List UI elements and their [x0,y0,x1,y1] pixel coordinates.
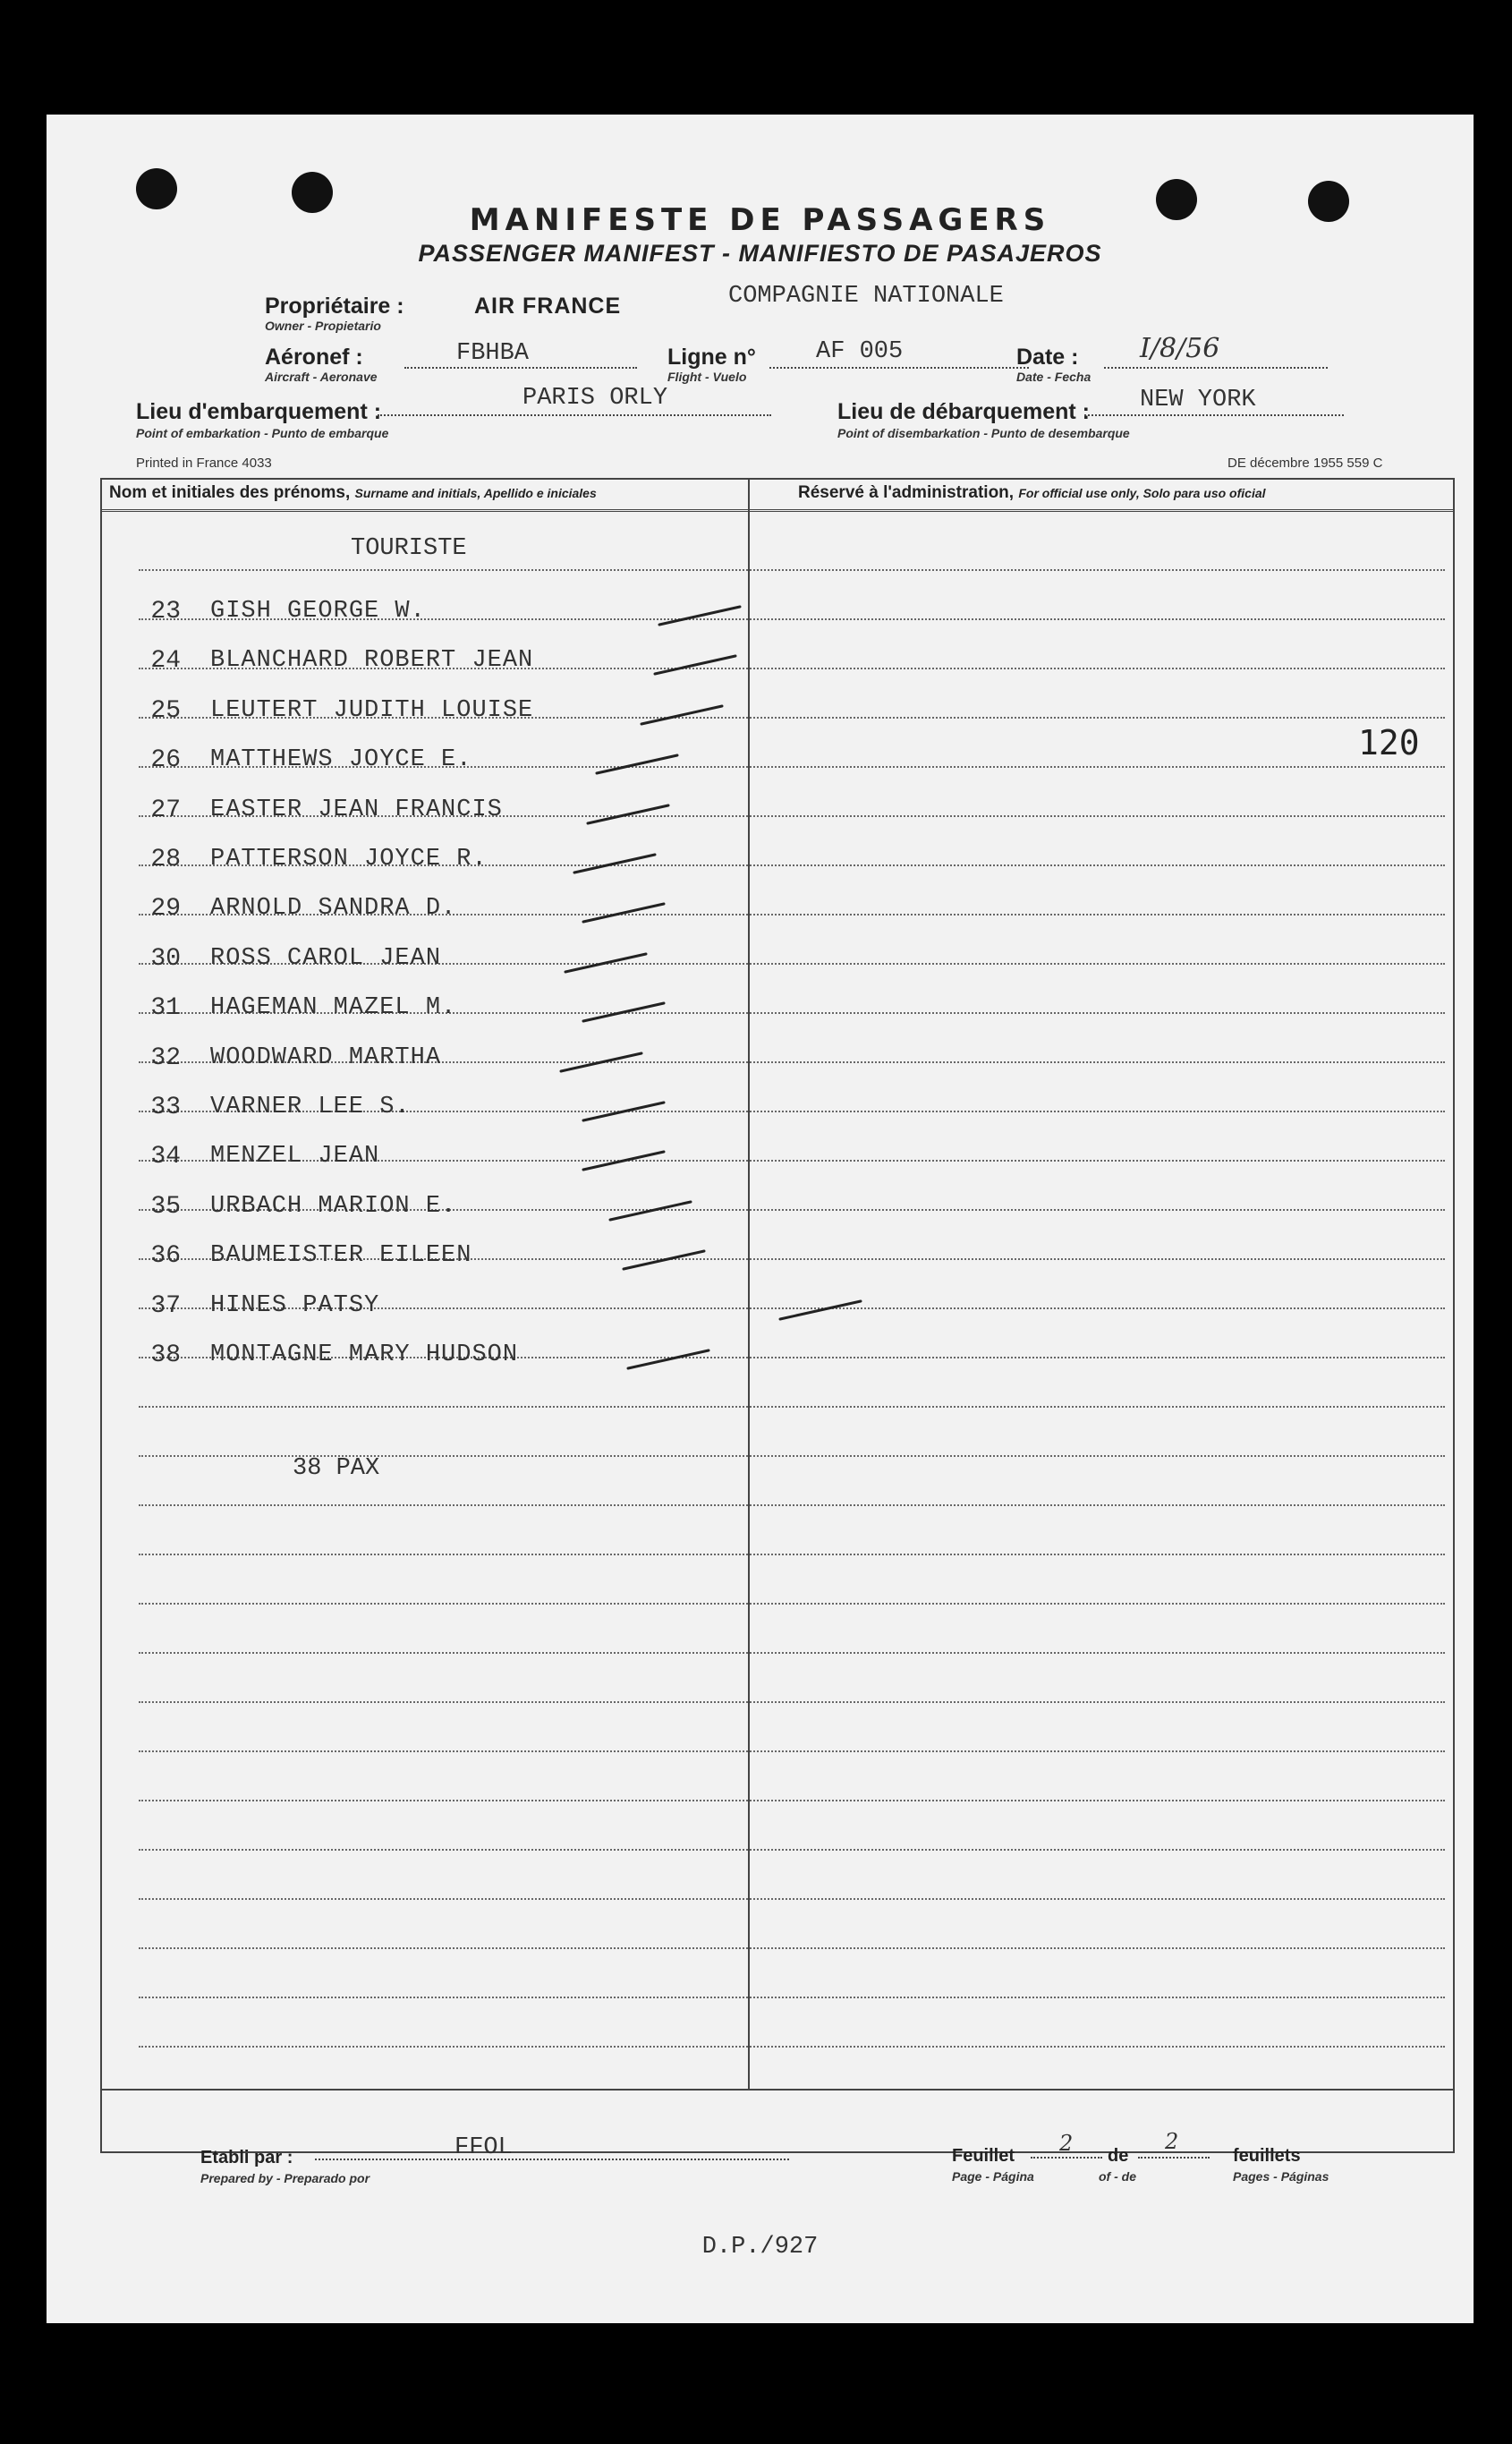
passenger-name: ROSS CAROL JEAN [210,945,442,972]
passenger-name: HINES PATSY [210,1292,380,1319]
of-value: 2 [1165,2129,1179,2154]
disembarkation-sublabel: Point of disembarkation - Punto de desembarque [837,426,1130,440]
passenger-name: PATTERSON JOYCE R. [210,846,488,873]
check-mark [610,1202,691,1220]
aircraft-sublabel: Aircraft - Aeronave [265,370,378,384]
passenger-name: LEUTERT JUDITH LOUISE [210,697,534,724]
passenger-total: 38 PAX [293,1455,380,1482]
sheets-sublabel: Pages - Páginas [1233,2169,1329,2184]
admin-header-fr: Réservé à l'administration, [798,483,1015,502]
passenger-number: 33 [150,1094,181,1121]
date-label: Date : [1016,345,1079,370]
title-english-spanish: PASSENGER MANIFEST - MANIFIESTO DE PASAJEROS [418,240,1102,267]
check-mark [583,1152,664,1170]
of-sublabel: of - de [1099,2169,1136,2184]
check-mark [597,755,677,773]
date-value: I/8/56 [1140,333,1220,364]
aircraft-label: Aéronef : [265,345,363,370]
check-mark [780,1301,861,1319]
footer-separator [100,2089,1455,2091]
check-mark [574,855,655,873]
sheet-label: Feuillet [952,2146,1015,2166]
passenger-number: 36 [150,1242,181,1270]
prepared-by-label: Etabli par : [200,2148,293,2167]
check-marks [47,115,1474,2323]
passenger-number: 35 [150,1193,181,1221]
sheet-underline [1031,2157,1102,2159]
passenger-name: URBACH MARION E. [210,1193,457,1220]
passenger-name: EASTER JEAN FRANCIS [210,796,503,823]
admin-code: 120 [1358,723,1420,762]
disembarkation-value: NEW YORK [1140,387,1256,413]
passenger-name: MENZEL JEAN [210,1143,380,1170]
sheet-value: 2 [1059,2131,1074,2156]
passenger-number: 26 [150,746,181,774]
manifest-sheet [47,115,1474,2323]
document-reference: D.P./927 [701,2234,819,2261]
passenger-number: 28 [150,846,181,873]
check-mark [655,656,735,674]
passenger-number: 32 [150,1044,181,1072]
embarkation-value: PARIS ORLY [522,385,668,412]
passenger-number: 24 [150,647,181,675]
passenger-number: 29 [150,895,181,923]
passenger-number: 34 [150,1143,181,1171]
embarkation-label: Lieu d'embarquement : [136,399,382,424]
disembarkation-label: Lieu de débarquement : [837,399,1090,424]
owner-label: Propriétaire : [265,294,404,319]
passenger-name: MATTHEWS JOYCE E. [210,746,472,773]
passenger-name: BLANCHARD ROBERT JEAN [210,647,534,674]
names-header-fr: Nom et initiales des prénoms, [109,483,351,502]
check-mark [588,805,668,823]
passenger-name: MONTAGNE MARY HUDSON [210,1341,519,1368]
flight-value: AF 005 [816,338,904,365]
title-french: MANIFESTE DE PASSAGERS [469,202,1051,238]
check-mark [583,1103,664,1120]
of-underline [1138,2157,1210,2159]
passenger-number: 37 [150,1292,181,1320]
sheet-sublabel: Page - Página [952,2169,1034,2184]
prepared-by-sublabel: Prepared by - Preparado por [200,2171,370,2185]
date-sublabel: Date - Fecha [1016,370,1092,384]
passenger-number: 38 [150,1341,181,1369]
names-header-en-es: Surname and initials, Apellido e iniciales [354,486,597,500]
sheets-label: feuillets [1233,2146,1301,2166]
prepared-underline [315,2159,789,2160]
of-label: de [1108,2146,1129,2166]
class-heading: TOURISTE [351,535,467,562]
passenger-number: 30 [150,945,181,973]
check-mark [561,1053,641,1071]
passenger-name: BAUMEISTER EILEEN [210,1242,472,1269]
company-stamp: COMPAGNIE NATIONALE [728,283,1004,310]
flight-sublabel: Flight - Vuelo [667,370,747,384]
prepared-by-value: FFOL [454,2134,513,2161]
passenger-name: WOODWARD MARTHA [210,1044,442,1071]
flight-label: Ligne n° [667,345,756,370]
form-code: DE décembre 1955 559 C [1227,456,1383,471]
passenger-number: 23 [150,598,181,626]
passenger-name: GISH GEORGE W. [210,598,426,625]
passenger-name: VARNER LEE S. [210,1094,411,1120]
embarkation-sublabel: Point of embarkation - Punto de embarque [136,426,389,440]
check-mark [628,1350,709,1368]
passenger-name: HAGEMAN MAZEL M. [210,994,457,1021]
check-mark [624,1251,704,1269]
admin-header-en-es: For official use only, Solo para uso oficial [1018,486,1266,500]
check-mark [583,1003,664,1021]
passenger-number: 27 [150,796,181,824]
passenger-number: 31 [150,994,181,1022]
owner-value: AIR FRANCE [474,294,622,319]
check-mark [583,904,664,922]
printed-in-france: Printed in France 4033 [136,456,272,471]
passenger-number: 25 [150,697,181,725]
passenger-name: ARNOLD SANDRA D. [210,895,457,922]
check-mark [565,954,646,972]
check-mark [641,706,722,724]
aircraft-value: FBHBA [456,340,530,367]
owner-sublabel: Owner - Propietario [265,319,381,333]
check-mark [659,607,740,625]
